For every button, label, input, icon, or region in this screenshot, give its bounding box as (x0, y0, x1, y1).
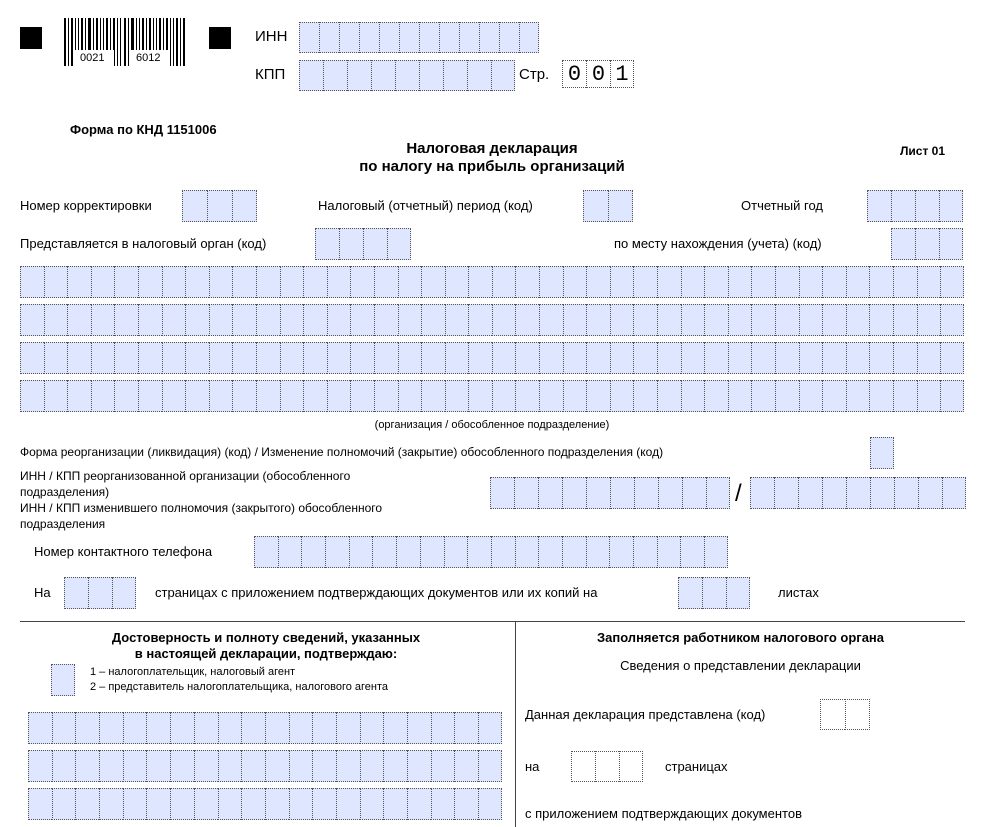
location-field[interactable] (891, 228, 963, 260)
signer-name-row[interactable] (28, 788, 502, 820)
marker-square-left (20, 27, 42, 49)
form-knd: Форма по КНД 1151006 (70, 122, 217, 137)
confirm-title-line1: Достоверность и полноту сведений, указанных (111, 630, 421, 645)
page-digit: 0 (586, 60, 610, 88)
authority-title: Заполняется работником налогового органа (596, 630, 885, 645)
reorg-kpp-field[interactable] (750, 477, 966, 509)
tax-period-field[interactable] (583, 190, 633, 222)
reorg-inn-label-line3: ИНН / КПП изменившего полномочия (закрытого) обособленного (20, 501, 383, 515)
inn-label: ИНН (255, 28, 288, 45)
authority-attachments-label: с приложением подтверждающих документов (525, 806, 802, 821)
tax-authority-label: Представляется в налоговый орган (код) (20, 236, 267, 251)
inn-kpp-slash: / (735, 480, 742, 507)
sheets-count-field[interactable] (678, 577, 750, 609)
pages-on-label: На (34, 585, 51, 600)
inn-field[interactable] (299, 22, 539, 53)
reorg-inn-field[interactable] (490, 477, 730, 509)
authority-pages-label: страницах (665, 759, 728, 774)
sheets-label: листах (778, 585, 819, 600)
reorg-form-field[interactable] (870, 437, 894, 469)
pages-middle-label: страницах с приложением подтверждающих документов или их копий на (155, 585, 598, 600)
confirm-option-1: 1 – налогоплательщик, налоговый агент (90, 666, 296, 678)
page-number-field (562, 60, 634, 88)
authority-pages-field[interactable] (571, 751, 643, 782)
organization-caption: (организация / обособленное подразделение) (374, 419, 610, 431)
confirm-title-line2: в настоящей декларации, подтверждаю: (134, 646, 398, 661)
page-label: Стр. (519, 66, 550, 83)
report-year-label: Отчетный год (741, 198, 823, 213)
phone-label: Номер контактного телефона (34, 544, 213, 559)
signer-type-field[interactable] (51, 664, 75, 696)
location-label: по месту нахождения (учета) (код) (614, 236, 822, 251)
marker-square-right (209, 27, 231, 49)
organization-name-row[interactable] (20, 304, 964, 336)
correction-number-label: Номер корректировки (20, 198, 152, 213)
reorg-form-label: Форма реорганизации (ликвидация) (код) / Изменение полномочий (закрытие) обособленного подразделения (код) (20, 445, 664, 459)
barcode-number-left: 0021 (80, 52, 105, 64)
section-divider (20, 621, 965, 622)
confirm-option-2: 2 – представитель налогоплательщика, налогового агента (90, 681, 389, 693)
tax-period-label: Налоговый (отчетный) период (код) (318, 198, 533, 213)
column-divider (515, 621, 516, 827)
signer-name-row[interactable] (28, 712, 502, 744)
kpp-field[interactable] (299, 60, 515, 91)
signer-name-row[interactable] (28, 750, 502, 782)
submitted-code-label: Данная декларация представлена (код) (525, 707, 766, 722)
reorg-inn-label-line4: подразделения (20, 517, 106, 531)
sheet-label: Лист 01 (900, 144, 946, 158)
reorg-inn-label-line1: ИНН / КПП реорганизованной организации (обособленного (20, 469, 351, 483)
form-title-line1: Налоговая декларация (406, 140, 578, 157)
form-title-line2: по налогу на прибыль организаций (359, 158, 625, 175)
correction-number-field[interactable] (182, 190, 257, 222)
barcode-number-right: 6012 (136, 52, 161, 64)
kpp-label: КПП (255, 66, 286, 83)
authority-subtitle: Сведения о представлении декларации (620, 658, 861, 673)
organization-name-row[interactable] (20, 342, 964, 374)
authority-on-label: на (525, 759, 540, 774)
report-year-field[interactable] (867, 190, 963, 222)
page-digit: 0 (562, 60, 586, 88)
page-digit: 1 (610, 60, 634, 88)
reorg-inn-label-line2: подразделения) (20, 485, 110, 499)
phone-field[interactable] (254, 536, 728, 568)
organization-name-row[interactable] (20, 380, 964, 412)
pages-count-field[interactable] (64, 577, 136, 609)
submitted-code-field[interactable] (820, 699, 870, 730)
tax-authority-field[interactable] (315, 228, 411, 260)
organization-name-row[interactable] (20, 266, 964, 298)
